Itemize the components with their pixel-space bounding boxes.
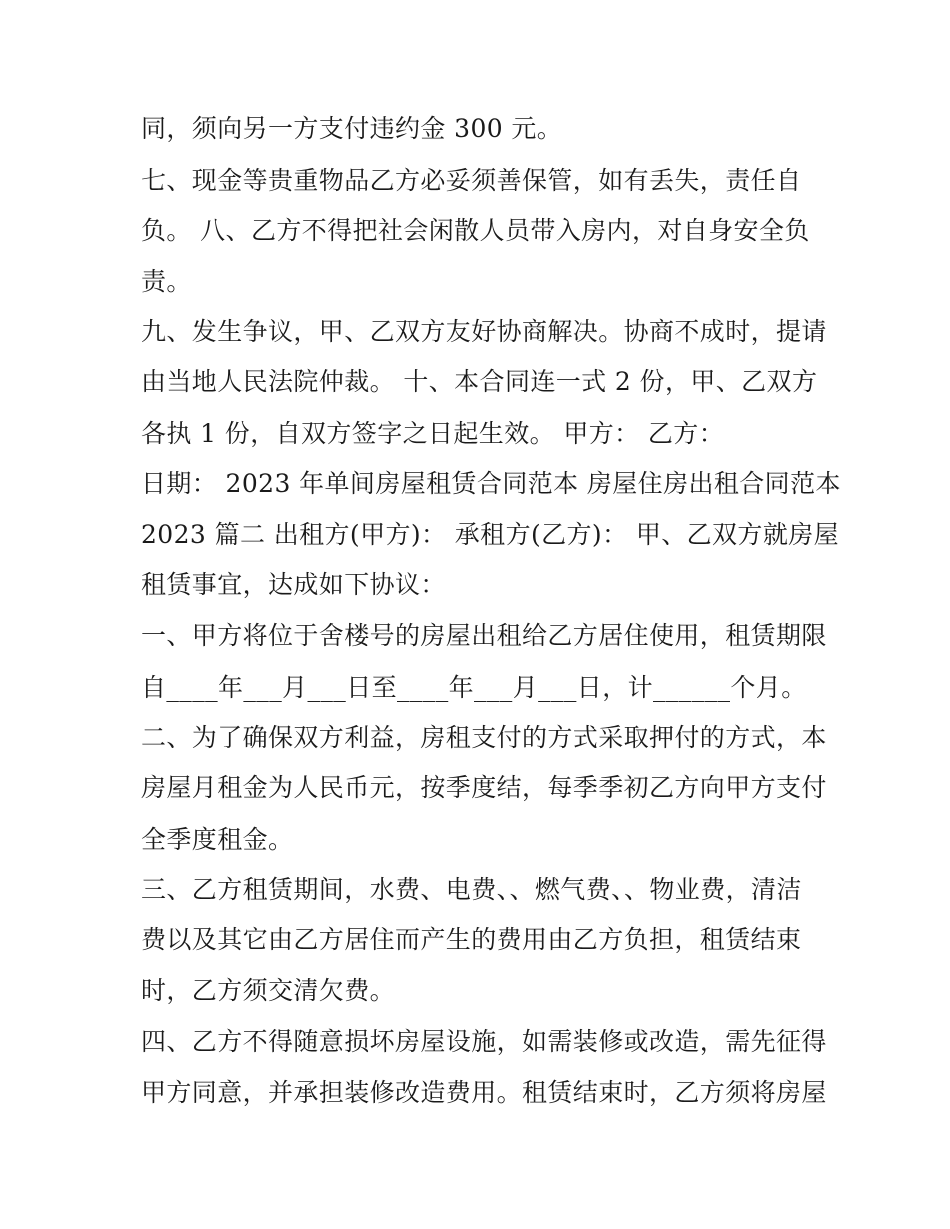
text-line: 三、乙方租赁期间，水费、电费、、燃气费、、物业费，清洁 — [141, 875, 802, 904]
text-line: 甲方同意，并承担装修改造费用。租赁结束时，乙方须将房屋 — [141, 1078, 827, 1107]
text-line: 负。 八、乙方不得把社会闲散人员带入房内，对自身安全负 — [141, 216, 810, 245]
text-line: 同，须向另一方支付违约金 300 元。 — [141, 114, 563, 143]
text-line: 七、现金等贵重物品乙方必妥须善保管，如有丢失，责任自 — [141, 166, 802, 195]
text-line: 由当地人民法院仲裁。 十、本合同连一式 2 份，甲、乙双方 — [141, 367, 818, 396]
text-line: 各执 1 份，自双方签字之日起生效。 甲方： 乙方： — [141, 419, 725, 448]
text-line: 二、为了确保双方利益，房租支付的方式采取押付的方式，本 — [141, 723, 827, 752]
text-line: 费以及其它由乙方居住而产生的费用由乙方负担，租赁结束 — [141, 925, 802, 954]
text-line: 时，乙方须交清欠费。 — [141, 976, 396, 1005]
text-line: 房屋月租金为人民币元，按季度结，每季季初乙方向甲方支付 — [141, 773, 827, 802]
text-line: 四、乙方不得随意损坏房屋设施，如需装修或改造，需先征得 — [141, 1027, 827, 1056]
text-line: 租赁事宜，达成如下协议： — [141, 570, 446, 599]
text-line: 2023 篇二 出租方(甲方)： 承租方(乙方)： 甲、乙双方就房屋 — [141, 520, 840, 549]
text-line: 责。 — [141, 267, 192, 296]
text-line: 自____年___月___日至____年___月___日，计______个月。 — [141, 673, 807, 702]
text-line: 日期： 2023 年单间房屋租赁合同范本 房屋住房出租合同范本 — [141, 469, 841, 498]
text-line: 一、甲方将位于舍楼号的房屋出租给乙方居住使用，租赁期限 — [141, 621, 827, 650]
text-line: 九、发生争议，甲、乙双方友好协商解决。协商不成时，提请 — [141, 317, 827, 346]
text-line: 全季度租金。 — [141, 825, 294, 854]
